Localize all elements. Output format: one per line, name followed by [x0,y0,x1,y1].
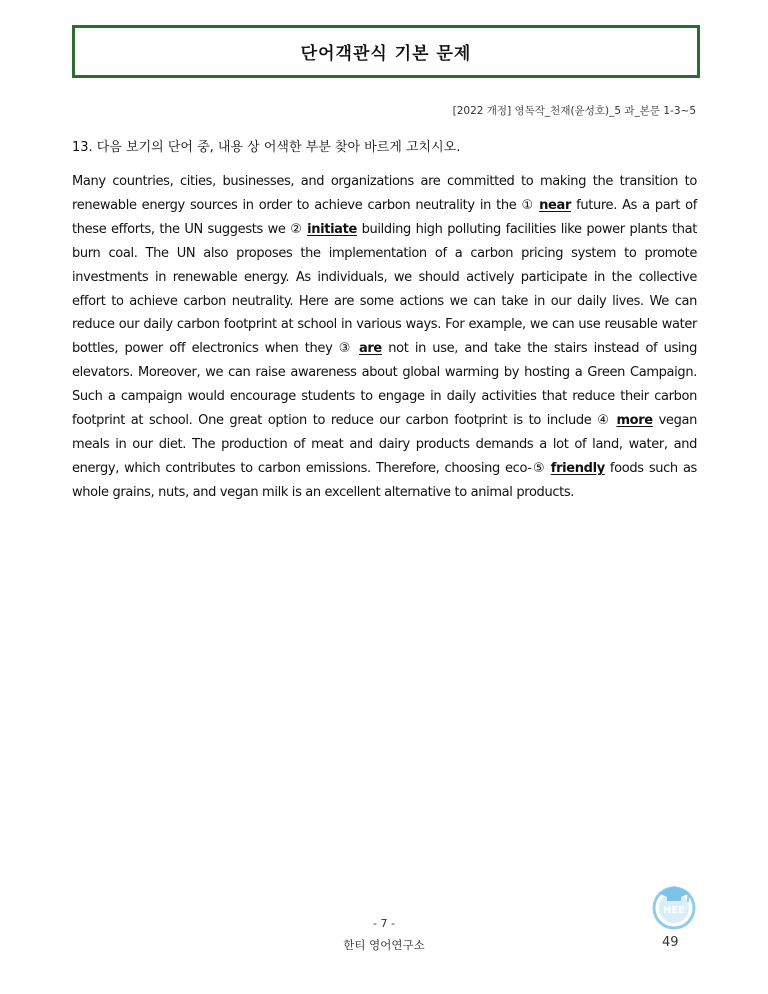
page-count: 49 [662,935,679,950]
passage-segment: building high polluting facilities like power plants that burn coal. The UN also proposes the implementation of a carbon pricing system to promote investments in renewable energy. As individuals, we should actively participate in the collective effort to achieve carbon neutrality. Here are some actions we can take in our daily lives. We can reduce our daily carbon footprint at school in various ways. For example, we can use reusable water bottles, power off electronics when they [72,221,697,357]
choice-number-2: ② [290,221,303,237]
choice-number-3: ③ [338,341,353,357]
page-number: - 7 - [373,917,395,930]
choice-word-4: more [616,413,653,429]
choice-word-5: friendly [550,460,605,476]
choice-number-5: ⑤ [531,460,546,476]
passage-segment: not in use, and take the stairs instead of using elevators. Moreover, we can raise awareness about global warming by hosting a Green Campaign. Such a campaign would encourage students to engage in daily activities that reduce their carbon footprint at school. One great option to reduce our carbon footprint is to include [72,341,697,429]
choice-number-4: ④ [597,413,611,429]
choice-word-1: near [539,197,572,213]
logo-text: HEE [662,905,686,916]
choice-word-3: are [358,341,382,357]
passage-segment: foods such as whole grains, nuts, and vegan milk is an excellent alternative to animal products. [72,460,697,500]
passage-segment: Many countries, cities, businesses, and organizations are committed to making the transition to renewable energy sources in order to achieve carbon neutrality in the [72,174,697,213]
passage-segment: future. As a part of these efforts, the UN suggests we [72,197,697,237]
question-text: 13. 다음 보기의 단어 중, 내용 상 어색한 부분 찾아 바르게 고치시오. [72,140,461,155]
passage [72,170,697,505]
choice-word-2: initiate [307,221,357,237]
page-title: 단어객관식 기본 문제 [300,44,472,64]
footer-organization: 한티 영어연구소 [343,938,425,952]
title-box [72,25,700,78]
source-label: [2022 개정] 영독작_천재(윤성호)_5 과_본문 1-3~5 [452,105,696,117]
choice-number-1: ① [521,197,535,213]
hee-logo-icon [648,880,700,932]
passage-segment: vegan meals in our diet. The production of meat and dairy products demands a lot of land, water, and energy, which contributes to carbon emissions. Therefore, choosing eco- [72,413,697,476]
